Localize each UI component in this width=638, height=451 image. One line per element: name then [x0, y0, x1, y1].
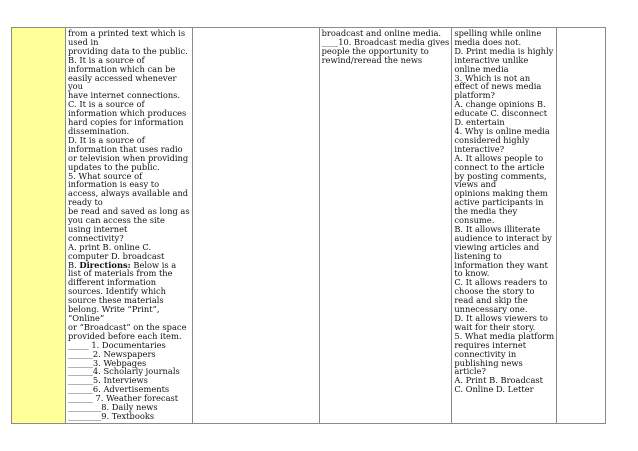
empty-column: [192, 28, 319, 424]
text-line: you can access the site: [68, 215, 165, 226]
text-line: or television when providing: [68, 152, 189, 163]
text-line: requires internet: [454, 339, 527, 350]
table-row: [12, 28, 606, 424]
text-line: information which can be: [68, 63, 176, 74]
text-line: provided before each item.: [68, 330, 182, 341]
text-line: ready to: [68, 197, 103, 208]
text-line: B. Directions: Below is a: [68, 259, 177, 270]
text-line: be read and saved as long as: [68, 206, 190, 217]
text-line: effect of news media: [454, 81, 542, 92]
text-line: unnecessary one.: [454, 304, 528, 315]
text-line: D. It allows viewers to: [454, 313, 548, 323]
text-line: 5. What source of: [68, 170, 143, 181]
text-line: D. entertain: [454, 117, 505, 128]
text-line: C. It allows readers to: [454, 277, 548, 288]
text-line: viewing articles and: [454, 241, 540, 252]
text-line: providing data to the public.: [68, 45, 188, 56]
text-line: B. It is a source of: [68, 54, 145, 65]
text-line: belong. Write “Print”,: [68, 304, 160, 315]
text-line: connect to the article: [454, 161, 545, 172]
text-line: list of materials from the: [68, 268, 173, 279]
text-line: 5. What media platform: [454, 330, 555, 341]
text-line: information that uses radio: [68, 143, 183, 154]
text-line: media does not.: [454, 36, 522, 47]
text-line: to know.: [454, 268, 490, 279]
true-false-column: [319, 28, 452, 424]
text-line: ____10. Broadcast media gives: [321, 36, 450, 47]
text-line: consume.: [454, 215, 495, 226]
text-line: article?: [454, 366, 486, 377]
text-line: C. Online D. Letter: [454, 384, 534, 395]
text-line: ________8. Daily news: [68, 402, 158, 413]
text-line: considered highly: [454, 134, 530, 145]
text-line: the media they: [454, 206, 518, 217]
text-line: platform?: [454, 90, 495, 101]
text-line: sources. Identify which: [68, 286, 166, 297]
questions-column: [66, 28, 193, 424]
text-line: have internet connections.: [68, 90, 181, 101]
text-line: choose the story to: [454, 286, 535, 297]
text-line: views and: [454, 179, 497, 190]
text-line: listening to: [454, 250, 502, 261]
text-line: ______5. Interviews: [68, 375, 148, 386]
text-line: opinions making them: [454, 188, 548, 199]
text-line: information which produces: [68, 108, 187, 119]
text-line: rewind/reread the news: [321, 54, 423, 65]
text-line: information is easy to: [68, 179, 160, 190]
text-line: active participants in: [454, 197, 544, 208]
text-line: connectivity in: [454, 348, 517, 359]
text-line: computer D. broadcast: [68, 250, 165, 261]
text-line: access, always available and: [68, 188, 189, 199]
text-line: audience to interact by: [454, 232, 552, 243]
text-line: educate C. disconnect: [454, 108, 548, 119]
text-line: ______2. Newspapers: [68, 348, 156, 359]
text-line: using internet: [68, 223, 128, 234]
text-line: from a printed text which is: [68, 28, 186, 38]
text-line: B. It allows illiterate: [454, 223, 541, 234]
text-line: ______6. Advertisements: [68, 384, 170, 395]
text-line: interactive unlike: [454, 54, 529, 65]
text-line: D. It is a source of: [68, 134, 145, 145]
text-line: _____ 1. Documentaries: [68, 339, 166, 350]
text-line: ______ 7. Weather forecast: [68, 393, 179, 404]
text-line: hard copies for information: [68, 117, 184, 128]
text-line: 4. Why is online media: [454, 125, 550, 136]
answer-column: [557, 28, 606, 424]
text-line: you: [68, 81, 84, 92]
text-line: or “Broadcast” on the space: [68, 321, 187, 332]
text-line: A. It allows people to: [454, 152, 544, 163]
text-line: used in: [68, 36, 99, 47]
text-line: ________9. Textbooks: [68, 410, 155, 421]
text-line: “Online”: [68, 313, 105, 323]
text-line: information they want: [454, 259, 548, 270]
text-line: by posting comments,: [454, 170, 547, 181]
text-line: easily accessed whenever: [68, 72, 177, 83]
worksheet-table: [11, 27, 606, 424]
text-line: ______3. Webpages: [68, 357, 147, 368]
text-line: connectivity?: [68, 232, 124, 243]
text-line: A. Print B. Broadcast: [454, 375, 543, 386]
text-line: updates to the public.: [68, 161, 160, 172]
text-line: ______4. Scholarly journals: [68, 366, 180, 377]
text-line: 3. Which is not an: [454, 72, 531, 83]
text-line: online media: [454, 63, 509, 74]
text-line: source these materials: [68, 295, 164, 306]
text-line: read and skip the: [454, 295, 528, 306]
text-line: different information: [68, 277, 157, 288]
text-line: D. Print media is highly: [454, 45, 554, 56]
text-line: publishing news: [454, 357, 523, 368]
text-line: C. It is a source of: [68, 99, 145, 110]
text-line: A. change opinions B.: [454, 99, 546, 110]
text-line: people the opportunity to: [321, 45, 429, 56]
multiple-choice-column: [452, 28, 557, 424]
highlight-column: [12, 28, 66, 424]
text-line: dissemination.: [68, 125, 130, 136]
text-line: wait for their story.: [454, 321, 536, 332]
text-line: broadcast and online media.: [321, 28, 442, 38]
text-line: A. print B. online C.: [68, 241, 152, 252]
text-line: interactive?: [454, 143, 505, 154]
text-line: spelling while online: [454, 28, 542, 38]
